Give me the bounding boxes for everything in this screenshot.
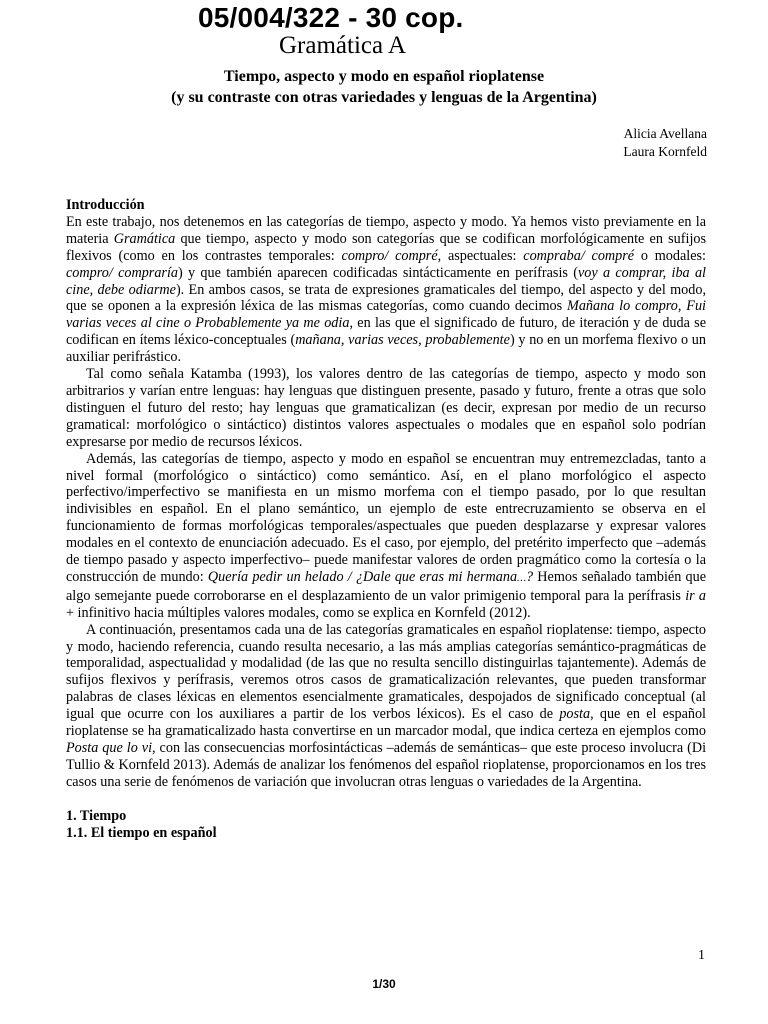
paragraph: En este trabajo, nos detenemos en las categorías de tiempo, aspecto y modo. Ya hemos visto previamente en la materia Gramática que tiempo, aspecto y modo son categorías que se codifican morfológicamente en sufijos flexivos (como en los contrastes temporales: compro/ compré, aspectuales: compraba/ compré o modales: compro/ compraría) y que también aparecen codificadas sintácticamente en perífrasis (voy a comprar, iba al cine, debe odiarme). En ambos casos, se trata de expresiones gramaticales del tiempo, del aspecto y del modo, que se oponen a la expresión léxica de las mismas categorías, como cuando decimos Mañana lo compro, Fui varias veces al cine o Probablemente ya me odia, en las que el significado de futuro, de iteración y de duda se codifican en ítems léxico-conceptuales (mañana, varias veces, probablemente) y no en un morfema flexivo o un auxiliar perifrástico. [66,213,706,366]
subsection-heading-tiempo-espanol: 1.1. El tiempo en español [66,824,217,841]
document-code: 05/004/322 - 30 cop. [198,2,464,33]
paragraph: Además, las categorías de tiempo, aspecto y modo en español se encuentran muy entremezcladas, tanto a nivel formal (morfológico o sintáctico) como semántico. Así, en el plano morfológico el aspecto perfectivo/imperfectivo se manifiesta en un mismo morfema con el tiempo pasado, por lo que resultan indivisibles en español. En el plano semántico, un ejemplo de este entrecruzamiento se observa en el funcionamiento de formas morfológicas temporales/aspectuales que pueden desplazarse y expresar valores modales en el contexto de enunciación adecuado. Es el caso, por ejemplo, del pretérito imperfecto que –además de tiempo pasado y aspecto imperfectivo– puede manifestar valores de orden pragmático como la cortesía o la construcción de mundo: Quería pedir un helado / ¿Dale que eras mi hermana…? Hemos señalado también que algo semejante puede corroborarse en el desplazamiento de un valor primigenio temporal para la perífrasis ir a + infinitivo hacia múltiples valores modales, como se explica en Kornfeld (2012). [66,450,707,621]
section-heading-tiempo: 1. Tiempo [66,807,127,824]
course-title: Gramática A [279,32,407,59]
body-text [66,197,706,842]
author-name: Alicia Avellana [623,126,707,141]
paragraph: Tal como señala Katamba (1993), los valores dentro de las categorías de tiempo, aspecto y modo son arbitrarios y varían entre lenguas: hay lenguas que distinguen presente, pasado y futuro, frente a otras que solo distinguen el futuro del resto; hay lenguas que gramaticalizan (es decir, expresan por medio de un recurso gramatical: morfológico o sintáctico) distintos valores aspectuales o modales que en español solo podrían expresarse por medio de recursos léxicos. [66,366,706,450]
section-heading-introduccion: Introducción [66,197,145,213]
page-indicator: 1/30 [372,977,396,991]
page-number: 1 [698,948,705,963]
authors [623,125,707,161]
paragraph: A continuación, presentamos cada una de las categorías gramaticales en español rioplatense: tiempo, aspecto y modo, haciendo referencia, cuando resulta necesario, a las más amplias categorías semántico-pragmáticas de temporalidad, aspectualidad y modalidad (de las que no resulta sencillo distinguirlas tajantemente). Además de sufijos flexivos y perífrasis, veremos otros casos de gramaticalización relevantes, que pueden transformar palabras de clases léxicas en elementos esencialmente gramaticales, despojados de significado conceptual (al igual que ocurre con los auxiliares a partir de los verbos léxicos). Es el caso de posta, que en el español rioplatense se ha gramaticalizado hasta convertirse en un marcador modal, que indica certeza en ejemplos como Posta que lo vi, con las consecuencias morfosintácticas –además de semánticas– que este proceso involucra (Di Tullio & Kornfeld 2013). Además de analizar los fenómenos del español rioplatense, proporcionamos en los tres casos una serie de fenómenos de variación que involucran otras lenguas o variedades de la Argentina. [66,621,707,790]
spacer [66,791,706,808]
article-subtitle: (y su contraste con otras variedades y lenguas de la Argentina) [171,89,597,106]
author-name: Laura Kornfeld [623,144,707,159]
article-title: Tiempo, aspecto y modo en español rioplatense [223,68,545,85]
